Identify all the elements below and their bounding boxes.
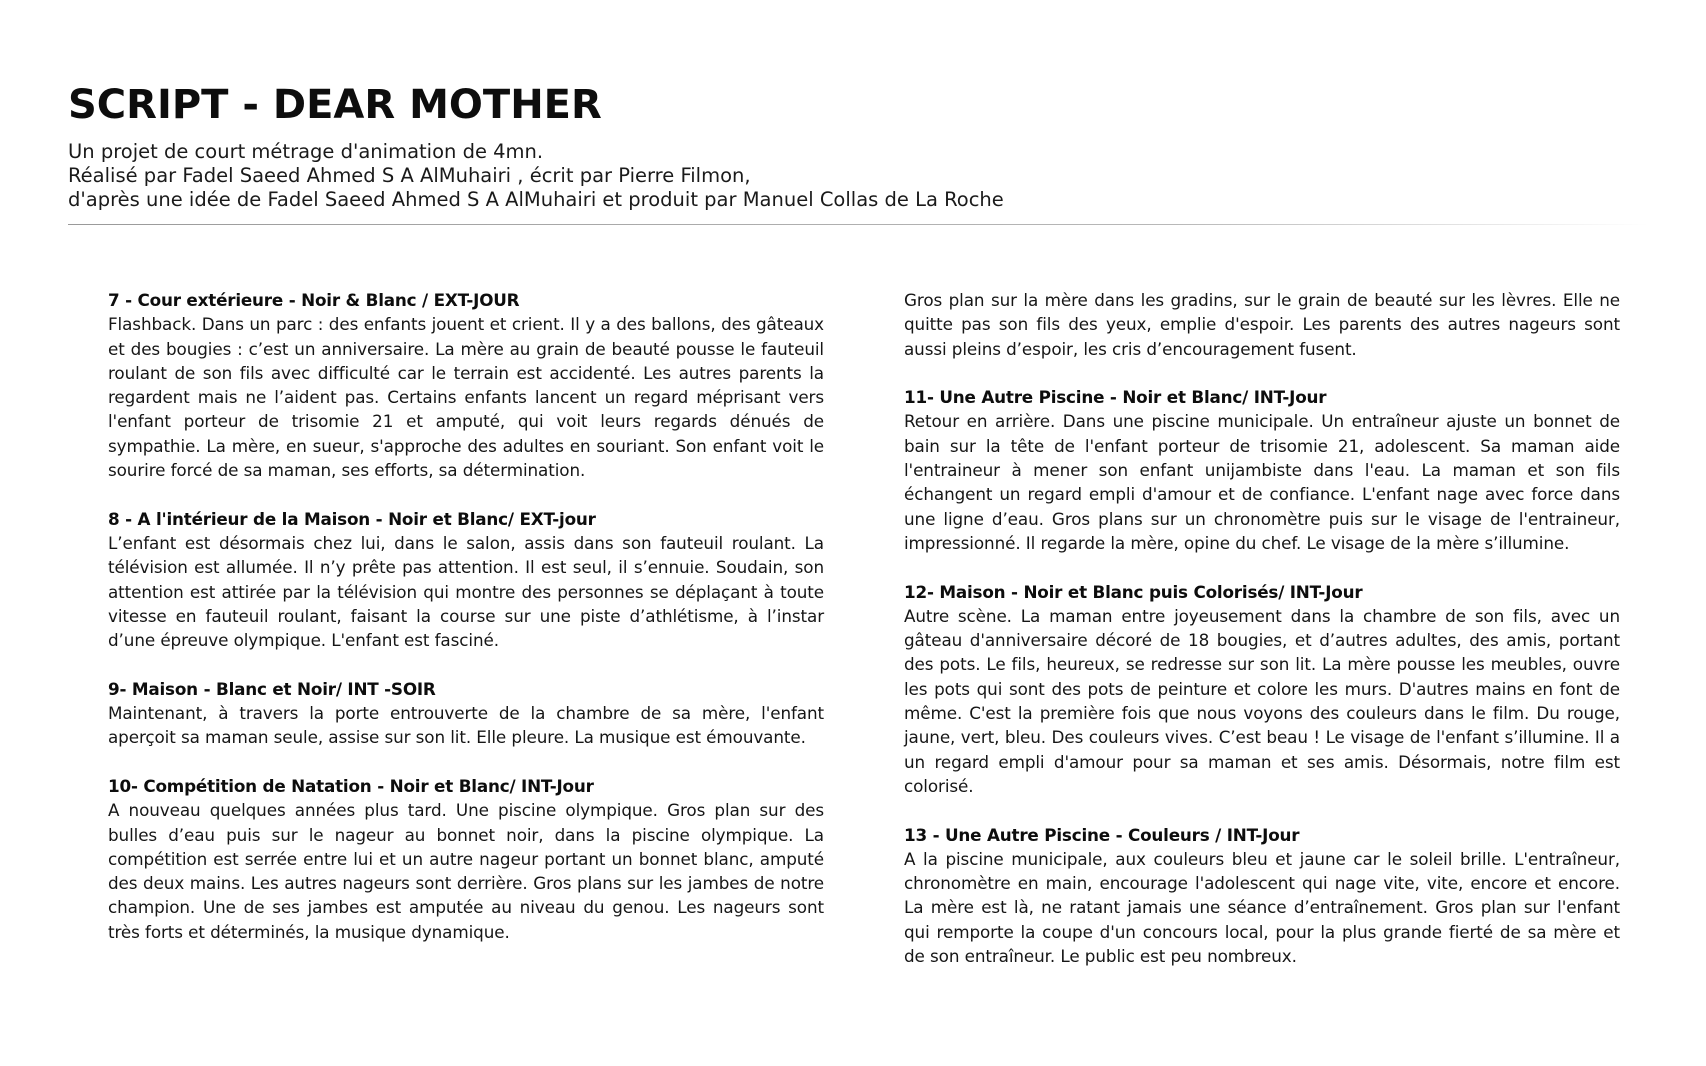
scene-heading: 10- Compétition de Natation - Noir et Blanc/ INT-Jour (108, 775, 594, 796)
scene-11 (904, 385, 1620, 555)
scene-heading: 7 - Cour extérieure - Noir & Blanc / EXT-JOUR (108, 290, 520, 310)
scene-body: Autre scène. La maman entre joyeusement dans la chambre de son fils, avec un gâteau d'anniversaire décoré de 18 bougies, et d’autres adultes, des amis, portant des pots. Le fils, heureux, se redresse sur son lit. La mère pousse les meubles, ouvre les pots qui sont des pots de peinture et colore les murs. D'autres mains en font de même. C'est la première fois que nous voyons des couleurs dans le film. Du rouge, jaune, vert, bleu. Des couleurs vives. C’est beau ! Le visage de l'enfant s’illumine. Il a un regard empli d'amour pour sa maman et ses amis. Désormais, notre film est colorisé. (904, 605, 1620, 796)
scene-10-continuation: Gros plan sur la mère dans les gradins, sur le grain de beauté sur les lèvres. Elle ne quitte pas son fils des yeux, emplie d'espoir. Les parents des autres nageurs sont aussi pleins d’espoir, les cris d’encouragement fusent. (904, 290, 1620, 359)
scene-heading: 12- Maison - Noir et Blanc puis Colorisés/ INT-Jour (904, 581, 1363, 602)
scene-9 (108, 677, 824, 750)
subtitle-line: Réalisé par Fadel Saeed Ahmed S A AlMuhairi , écrit par Pierre Filmon, (68, 164, 751, 187)
scene-body: Maintenant, à travers la porte entrouverte de la chambre de sa mère, l'enfant aperçoit sa maman seule, assise sur son lit. Elle pleure. La musique est émouvante. (108, 703, 824, 748)
scene-body: Retour en arrière. Dans une piscine municipale. Un entraîneur ajuste un bonnet de bain sur la tête de l'enfant porteur de trisomie 21, adolescent. Sa maman aide l'entraineur à mener son enfant unijambiste dans l'eau. La maman et son fils échangent un regard empli d'amour et de confiance. L'enfant nage avec force dans une ligne d’eau. Gros plans sur un chronomètre puis sur le visage de l'entraineur, impressionné. Il regarde la mère, opine du chef. Le visage de la mère s’illumine. (904, 411, 1620, 553)
scene-7 (108, 288, 824, 482)
subtitle-line: d'après une idée de Fadel Saeed Ahmed S A AlMuhairi et produit par Manuel Collas de La Roche (68, 188, 1004, 211)
document-header (68, 80, 1648, 212)
scene-10 (108, 774, 824, 944)
scene-13 (904, 823, 1620, 969)
scene-body: L’enfant est désormais chez lui, dans le salon, assis dans son fauteuil roulant. La télévision est allumée. Il n’y prête pas attention. Il est seul, il s’ennuie. Soudain, son attention est attirée par la télévision qui montre des personnes se déplaçant à toute vitesse en fauteuil roulant, faisant la course sur une piste d’athlétisme, à l’instar d’une épreuve olympique. L'enfant est fasciné. (108, 532, 824, 651)
left-column (108, 288, 824, 968)
scene-heading: 11- Une Autre Piscine - Noir et Blanc/ INT-Jour (904, 387, 1327, 408)
scene-heading: 8 - A l'intérieur de la Maison - Noir et Blanc/ EXT-jour (108, 508, 596, 529)
scene-body: A la piscine municipale, aux couleurs bleu et jaune car le soleil brille. L'entraîneur, chronomètre en main, encourage l'adolescent qui nage vite, vite, encore et encore. La mère est là, ne ratant jamais une séance d’entraînement. Gros plan sur l'enfant qui remporte la coupe d'un concours local, pour la plus grande fierté de sa mère et de son entraîneur. Le public est peu nombreux. (904, 848, 1620, 967)
scene-heading: 13 - Une Autre Piscine - Couleurs / INT-Jour (904, 824, 1300, 845)
subtitle-line: Un projet de court métrage d'animation de 4mn. (68, 140, 544, 163)
scene-8 (108, 507, 824, 653)
right-column (904, 288, 1620, 993)
document-title: SCRIPT - DEAR MOTHER (68, 82, 602, 128)
scene-body: Flashback. Dans un parc : des enfants jouent et crient. Il y a des ballons, des gâteaux et des bougies : c’est un anniversaire. La mère au grain de beauté pousse le fauteuil roulant de son fils avec difficulté car le terrain est accidenté. Les autres parents la regardent mais ne l’aident pas. Certains enfants lancent un regard méprisant vers l'enfant porteur de trisomie 21 et amputé, qui voit leurs regards dénués de sympathie. La mère, en sueur, s'approche des adultes en souriant. Son enfant voit le sourire forcé de sa maman, ses efforts, sa détermination. (108, 314, 824, 481)
scene-heading: 9- Maison - Blanc et Noir/ INT -SOIR (108, 678, 436, 699)
header-divider (68, 224, 1648, 225)
document-subtitle (68, 140, 1648, 212)
scene-12 (904, 580, 1620, 799)
scene-body: A nouveau quelques années plus tard. Une piscine olympique. Gros plan sur des bulles d’eau puis sur le nageur au bonnet noir, dans la piscine olympique. La compétition est serrée entre lui et un autre nageur portant un bonnet blanc, amputé des deux mains. Les autres nageurs sont derrière. Gros plans sur les jambes de notre champion. Une de ses jambes est amputée au niveau du genou. Les nageurs sont très forts et déterminés, la musique dynamique. (108, 800, 824, 942)
